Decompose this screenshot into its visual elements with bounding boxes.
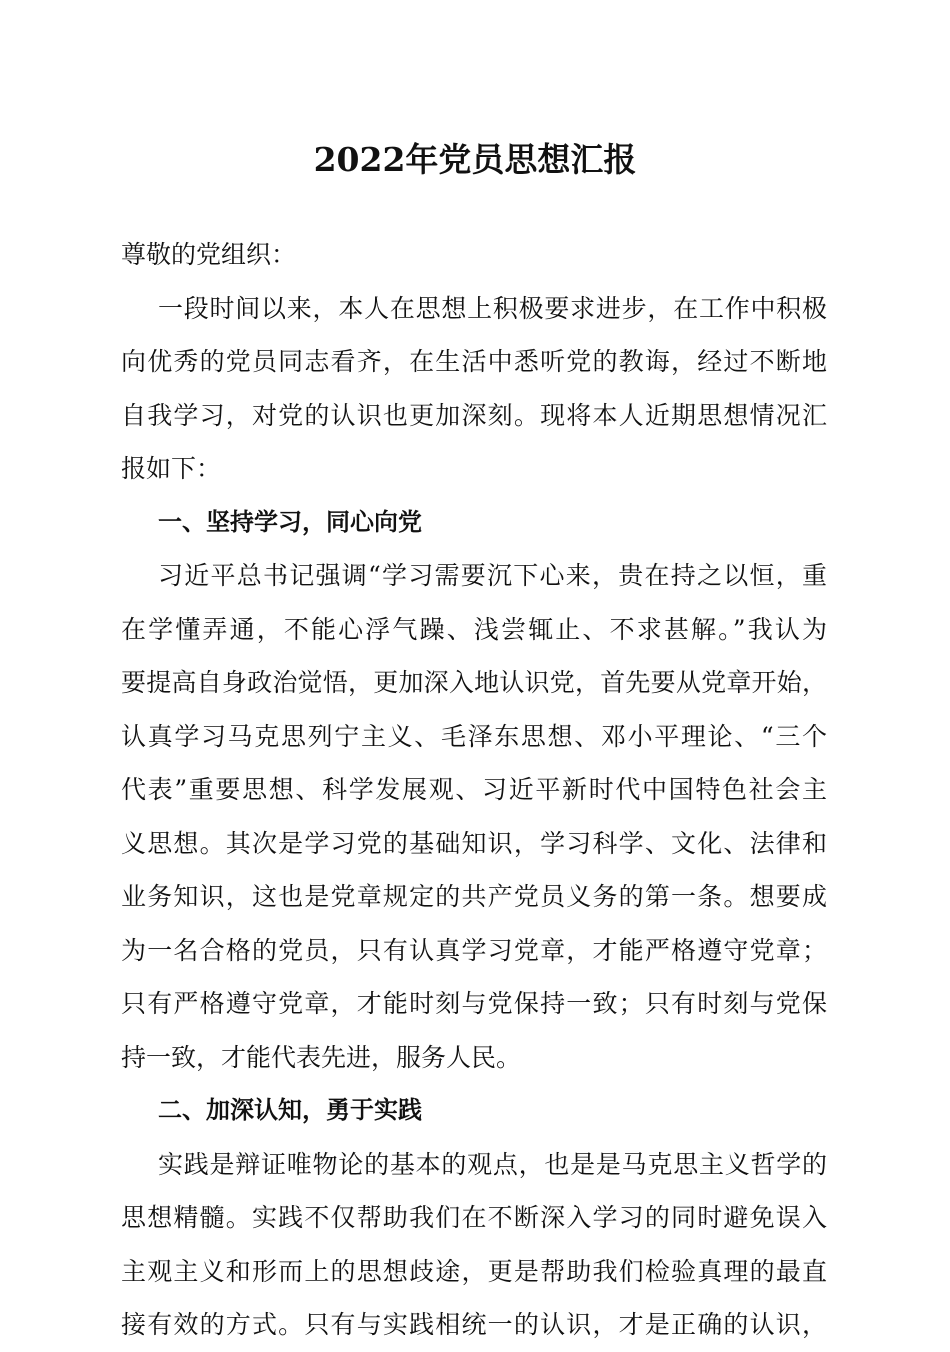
salutation: 尊敬的党组织： <box>121 240 297 269</box>
section-2-heading: 二、加深认知，勇于实践 <box>158 1096 422 1124</box>
section-1-line: 代表”重要思想、科学发展观、习近平新时代中国特色社会主 <box>121 775 827 804</box>
section-1-line: 为一名合格的党员，只有认真学习党章，才能严格遵守党章； <box>121 935 827 965</box>
section-1-line: 业务知识，这也是党章规定的共产党员义务的第一条。想要成 <box>121 882 827 911</box>
section-1-line: 持一致，才能代表先进，服务人民。 <box>121 1042 522 1072</box>
section-1-line: 在学懂弄通，不能心浮气躁、浅尝辄止、不求甚解。”我认为 <box>121 614 827 644</box>
section-1-line: 只有严格遵守党章，才能时刻与党保持一致；只有时刻与党保 <box>121 989 827 1018</box>
document-title: 2022年党员思想汇报 <box>313 140 637 179</box>
section-2-line: 接有效的方式。只有与实践相统一的认识，才是正确的认识， <box>121 1310 827 1339</box>
document-body <box>121 228 827 1352</box>
section-1-line: 要提高自身政治觉悟，更加深入地认识党，首先要从党章开始， <box>121 668 827 697</box>
section-2-line: 思想精髓。实践不仅帮助我们在不断深入学习的同时避免误入 <box>121 1203 827 1232</box>
section-2-line: 实践是辩证唯物论的基本的观点，也是是马克思主义哲学的 <box>158 1149 827 1179</box>
section-1-line: 义思想。其次是学习党的基础知识，学习科学、文化、法律和 <box>121 828 827 858</box>
section-1-line: 认真学习马克思列宁主义、毛泽东思想、邓小平理论、“三个 <box>121 721 827 751</box>
intro-line: 自我学习，对党的认识也更加深刻。现将本人近期思想情况汇 <box>121 400 827 430</box>
intro-line: 一段时间以来，本人在思想上积极要求进步，在工作中积极 <box>158 293 827 323</box>
section-1-line: 习近平总书记强调“学习需要沉下心来，贵在持之以恒，重 <box>158 561 827 590</box>
intro-line: 向优秀的党员同志看齐，在生活中悉听党的教诲，经过不断地 <box>121 347 827 376</box>
intro-line: 报如下： <box>121 454 222 483</box>
section-1-heading: 一、坚持学习，同心向党 <box>158 507 422 536</box>
section-2-line: 主观主义和形而上的思想歧途，更是帮助我们检验真理的最直 <box>121 1256 827 1286</box>
